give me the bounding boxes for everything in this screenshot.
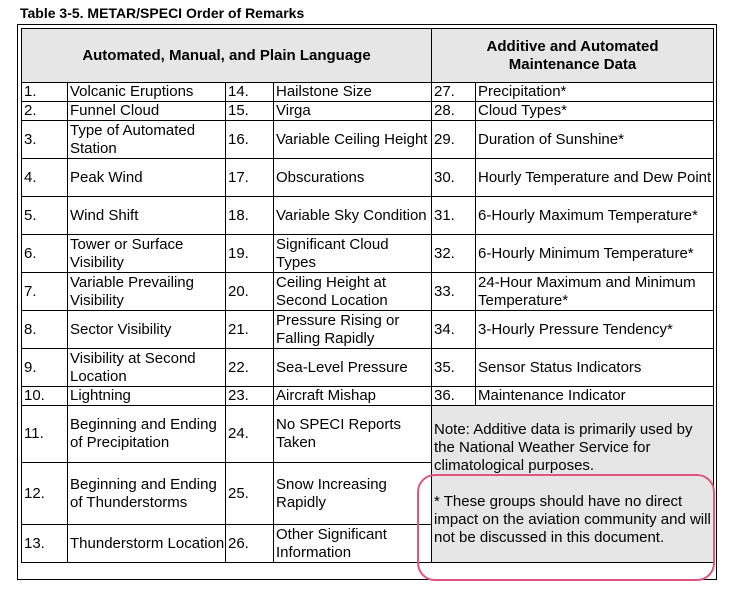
remark-label: Precipitation* bbox=[476, 83, 714, 102]
table-row bbox=[22, 102, 714, 121]
remark-number: 32. bbox=[432, 235, 476, 273]
remark-label: Ceiling Height at Second Location bbox=[274, 273, 432, 311]
remark-number: 20. bbox=[226, 273, 274, 311]
header-additive-line1: Additive and Automated bbox=[486, 37, 659, 55]
remark-label: Variable Prevailing Visibility bbox=[68, 273, 226, 311]
remark-label: Funnel Cloud bbox=[68, 102, 226, 121]
remark-number: 8. bbox=[22, 311, 68, 349]
remark-number: 15. bbox=[226, 102, 274, 121]
header-additive-line2: Maintenance Data bbox=[508, 55, 637, 73]
header-additive bbox=[432, 29, 714, 83]
additive-note-text: Note: Additive data is primarily used by the National Weather Service for climatological purposes. bbox=[434, 421, 693, 474]
remark-label: Visibility at Second Location bbox=[68, 349, 226, 387]
remark-label: Volcanic Eruptions bbox=[68, 83, 226, 102]
table-caption: Table 3-5. METAR/SPECI Order of Remarks bbox=[20, 5, 305, 21]
remark-number: 2. bbox=[22, 102, 68, 121]
remark-label: Hailstone Size bbox=[274, 83, 432, 102]
remark-number: 25. bbox=[226, 463, 274, 525]
remark-number: 30. bbox=[432, 159, 476, 197]
remark-number: 1. bbox=[22, 83, 68, 102]
remark-label: Snow Increasing Rapidly bbox=[274, 463, 432, 525]
remark-number: 3. bbox=[22, 121, 68, 159]
remark-number: 7. bbox=[22, 273, 68, 311]
additive-note bbox=[432, 406, 714, 563]
remark-number: 10. bbox=[22, 387, 68, 406]
asterisk-note-text: * These groups should have no direct impact on the aviation community and will not be discussed in this document. bbox=[434, 493, 711, 546]
remark-label: Pressure Rising or Falling Rapidly bbox=[274, 311, 432, 349]
table-row bbox=[22, 235, 714, 273]
remark-label: Hourly Temperature and Dew Point bbox=[476, 159, 714, 197]
table-row bbox=[22, 121, 714, 159]
remarks-table bbox=[21, 28, 714, 563]
remark-label: Significant Cloud Types bbox=[274, 235, 432, 273]
table-row bbox=[22, 159, 714, 197]
table-row bbox=[22, 273, 714, 311]
remark-number: 19. bbox=[226, 235, 274, 273]
header-automated-manual: Automated, Manual, and Plain Language bbox=[22, 29, 432, 83]
remark-label: Variable Sky Condition bbox=[274, 197, 432, 235]
remark-label: Wind Shift bbox=[68, 197, 226, 235]
remark-label: Variable Ceiling Height bbox=[274, 121, 432, 159]
remark-number: 23. bbox=[226, 387, 274, 406]
remark-number: 13. bbox=[22, 525, 68, 563]
remark-label: Sensor Status Indicators bbox=[476, 349, 714, 387]
remark-number: 12. bbox=[22, 463, 68, 525]
remark-label: Peak Wind bbox=[68, 159, 226, 197]
remark-number: 36. bbox=[432, 387, 476, 406]
remark-label: Other Significant Information bbox=[274, 525, 432, 563]
remark-label: Tower or Surface Visibility bbox=[68, 235, 226, 273]
remark-label: 3-Hourly Pressure Tendency* bbox=[476, 311, 714, 349]
remark-number: 21. bbox=[226, 311, 274, 349]
remark-label: Sea-Level Pressure bbox=[274, 349, 432, 387]
remark-number: 34. bbox=[432, 311, 476, 349]
remark-number: 4. bbox=[22, 159, 68, 197]
remark-label: Thunderstorm Location bbox=[68, 525, 226, 563]
table-row bbox=[22, 197, 714, 235]
remark-number: 14. bbox=[226, 83, 274, 102]
remark-number: 33. bbox=[432, 273, 476, 311]
remark-label: Maintenance Indicator bbox=[476, 387, 714, 406]
remark-number: 9. bbox=[22, 349, 68, 387]
remark-label: 24-Hour Maximum and Minimum Temperature* bbox=[476, 273, 714, 311]
remark-label: Obscurations bbox=[274, 159, 432, 197]
remark-label: Duration of Sunshine* bbox=[476, 121, 714, 159]
remark-label: Aircraft Mishap bbox=[274, 387, 432, 406]
remark-number: 22. bbox=[226, 349, 274, 387]
remark-label: Beginning and Ending of Thunderstorms bbox=[68, 463, 226, 525]
table-row bbox=[22, 83, 714, 102]
remark-label: Beginning and Ending of Precipitation bbox=[68, 406, 226, 463]
remark-label: Lightning bbox=[68, 387, 226, 406]
remark-number: 16. bbox=[226, 121, 274, 159]
remark-number: 28. bbox=[432, 102, 476, 121]
remark-number: 35. bbox=[432, 349, 476, 387]
remark-number: 11. bbox=[22, 406, 68, 463]
remark-number: 29. bbox=[432, 121, 476, 159]
remark-number: 27. bbox=[432, 83, 476, 102]
remark-number: 18. bbox=[226, 197, 274, 235]
remark-label: Type of Automated Station bbox=[68, 121, 226, 159]
table-row bbox=[22, 387, 714, 406]
remark-number: 6. bbox=[22, 235, 68, 273]
table-row bbox=[22, 349, 714, 387]
remark-number: 17. bbox=[226, 159, 274, 197]
remark-number: 31. bbox=[432, 197, 476, 235]
remark-number: 5. bbox=[22, 197, 68, 235]
remark-label: Virga bbox=[274, 102, 432, 121]
table-row bbox=[22, 311, 714, 349]
remark-label: Sector Visibility bbox=[68, 311, 226, 349]
remark-label: Cloud Types* bbox=[476, 102, 714, 121]
table-row bbox=[22, 406, 714, 463]
remark-label: 6-Hourly Maximum Temperature* bbox=[476, 197, 714, 235]
remark-number: 26. bbox=[226, 525, 274, 563]
remark-label: 6-Hourly Minimum Temperature* bbox=[476, 235, 714, 273]
remark-number: 24. bbox=[226, 406, 274, 463]
remark-label: No SPECI Reports Taken bbox=[274, 406, 432, 463]
